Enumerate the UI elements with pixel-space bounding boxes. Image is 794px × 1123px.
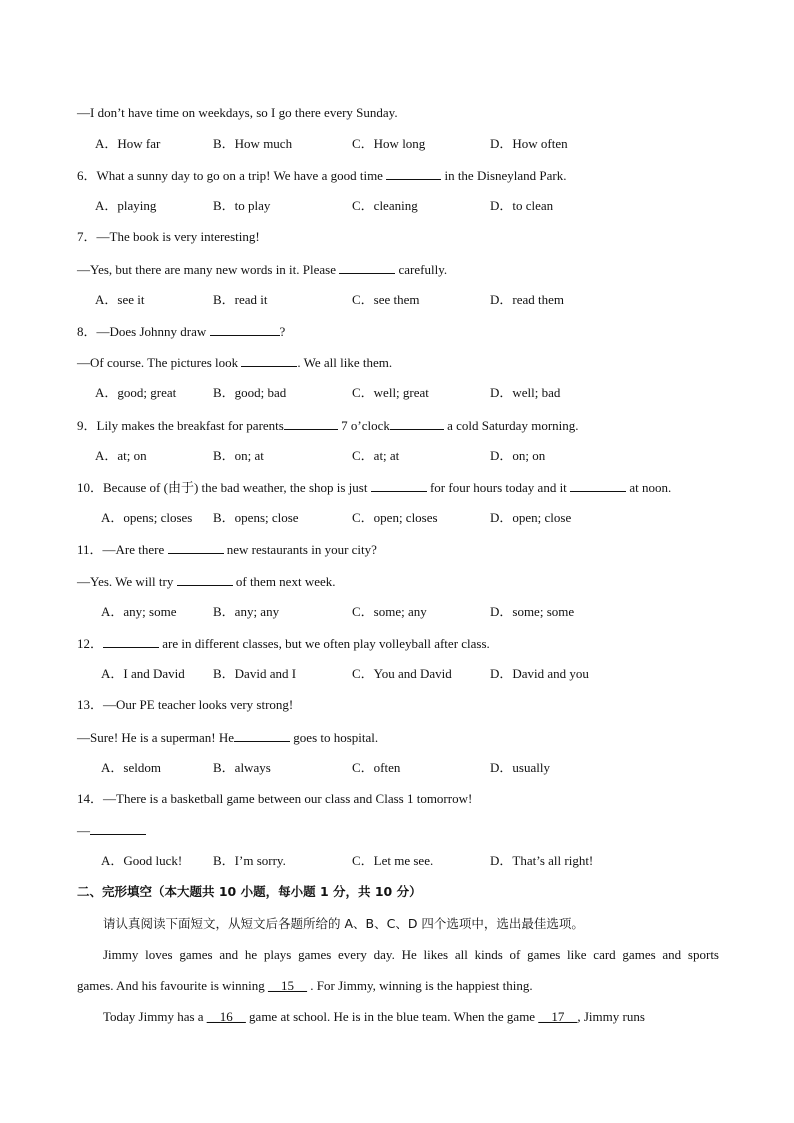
q11-line1: 11．—Are there new restaurants in your city? xyxy=(77,542,377,557)
option-b: B．David and I xyxy=(213,666,297,681)
blank-17[interactable]: __17__ xyxy=(538,1009,578,1024)
blank-16[interactable]: __16__ xyxy=(206,1009,246,1024)
q12-options xyxy=(0,666,794,682)
option-d: D．well; bad xyxy=(490,385,561,400)
q8-line1: 8．—Does Johnny draw ? xyxy=(77,324,286,339)
option-c: C．often xyxy=(352,760,401,775)
answer-blank xyxy=(168,541,224,554)
q9-options xyxy=(0,448,794,464)
option-a: A．at; on xyxy=(95,448,147,463)
q10-stem: 10．Because of (由于) the bad weather, the shop is just for four hours today and it at noon. xyxy=(77,480,672,495)
q13-line2: —Sure! He is a superman! He goes to hospital. xyxy=(77,730,379,745)
option-d: D．David and you xyxy=(490,666,589,681)
option-b: B．to play xyxy=(213,198,271,213)
option-b: B．always xyxy=(213,760,271,775)
q5-stem: —I don’t have time on weekdays, so I go there every Sunday. xyxy=(77,105,398,120)
option-a: A．Good luck! xyxy=(101,853,183,868)
q14-line2: — xyxy=(77,822,146,839)
option-a: A．I and David xyxy=(101,666,185,681)
q7-options xyxy=(0,292,794,308)
q7-line2: —Yes, but there are many new words in it. Please carefully. xyxy=(77,262,448,277)
passage-line-3: Today Jimmy has a __16__ game at school. He is in the blue team. When the game __17__, Jimmy runs xyxy=(103,1009,645,1024)
answer-blank xyxy=(234,729,290,742)
q14-line1: 14．—There is a basketball game between our class and Class 1 tomorrow! xyxy=(77,791,473,806)
answer-blank xyxy=(339,261,395,274)
option-d: D．open; close xyxy=(490,510,572,525)
option-a: A．see it xyxy=(95,292,145,307)
option-b: B．good; bad xyxy=(213,385,287,400)
q6-options xyxy=(0,198,794,214)
answer-blank xyxy=(210,323,280,336)
option-d: D．How often xyxy=(490,136,568,151)
answer-blank xyxy=(390,417,444,430)
q11-options xyxy=(0,604,794,620)
option-c: C．see them xyxy=(352,292,420,307)
blank-15[interactable]: __15__ xyxy=(268,978,308,993)
option-d: D．usually xyxy=(490,760,550,775)
answer-blank xyxy=(90,822,146,835)
option-a: A．opens; closes xyxy=(101,510,193,525)
option-d: D．That’s all right! xyxy=(490,853,594,868)
q11-line2: —Yes. We will try of them next week. xyxy=(77,574,336,589)
q5-options xyxy=(0,136,794,152)
option-a: A．playing xyxy=(95,198,157,213)
q8-options xyxy=(0,385,794,401)
option-c: C．You and David xyxy=(352,666,452,681)
option-b: B．read it xyxy=(213,292,268,307)
passage-line-2: games. And his favourite is winning __15__ . For Jimmy, winning is the happiest thing. xyxy=(77,978,533,993)
option-a: A．How far xyxy=(95,136,161,151)
option-a: A．any; some xyxy=(101,604,177,619)
section-title: 二、完形填空（本大题共 10 小题，每小题 1 分，共 10 分） xyxy=(77,884,422,899)
q12-stem: 12． are in different classes, but we often play volleyball after class. xyxy=(77,636,490,651)
answer-blank xyxy=(177,573,233,586)
q9-stem: 9．Lily makes the breakfast for parents 7 o’clock a cold Saturday morning. xyxy=(77,418,579,433)
q13-options xyxy=(0,760,794,776)
answer-blank xyxy=(371,479,427,492)
option-d: D．some; some xyxy=(490,604,575,619)
option-c: C．at; at xyxy=(352,448,400,463)
option-d: D．to clean xyxy=(490,198,554,213)
option-b: B．I’m sorry. xyxy=(213,853,286,868)
option-c: C．some; any xyxy=(352,604,427,619)
section-instruction: 请认真阅读下面短文，从短文后各题所给的 A、B、C、D 四个选项中，选出最佳选项。 xyxy=(103,916,584,931)
option-a: A．good; great xyxy=(95,385,177,400)
answer-blank xyxy=(570,479,626,492)
answer-blank xyxy=(284,417,338,430)
option-b: B．any; any xyxy=(213,604,280,619)
option-c: C．How long xyxy=(352,136,426,151)
q7-line1: 7．—The book is very interesting! xyxy=(77,229,260,244)
option-b: B．How much xyxy=(213,136,293,151)
q8-line2: —Of course. The pictures look . We all like them. xyxy=(77,355,393,370)
q10-options xyxy=(0,510,794,526)
answer-blank xyxy=(241,354,297,367)
option-d: D．on; on xyxy=(490,448,546,463)
option-c: C．open; closes xyxy=(352,510,438,525)
option-b: B．opens; close xyxy=(213,510,299,525)
q14-options xyxy=(0,853,794,869)
answer-blank xyxy=(386,167,441,180)
option-c: C．cleaning xyxy=(352,198,418,213)
option-b: B．on; at xyxy=(213,448,264,463)
option-a: A．seldom xyxy=(101,760,161,775)
option-d: D．read them xyxy=(490,292,565,307)
q6-stem: 6．What a sunny day to go on a trip! We have a good time in the Disneyland Park. xyxy=(77,168,567,183)
passage-line-1: Jimmy loves games and he plays games every day. He likes all kinds of games like card games and sports xyxy=(103,947,719,962)
answer-blank xyxy=(103,635,159,648)
option-c: C．Let me see. xyxy=(352,853,434,868)
option-c: C．well; great xyxy=(352,385,429,400)
q13-line1: 13．—Our PE teacher looks very strong! xyxy=(77,697,294,712)
